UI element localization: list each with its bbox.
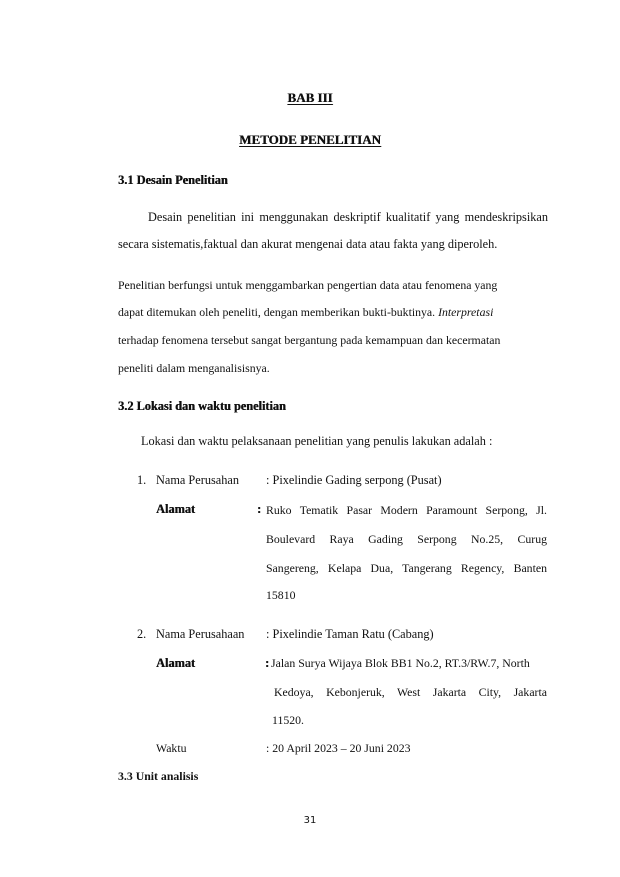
section-3-1-heading: 3.1 Desain Penelitian <box>118 173 228 187</box>
list-item-2-address-line-1: Jalan Surya Wijaya Blok BB1 No.2, RT.3/RW.7, North <box>271 656 530 670</box>
time-value: : 20 April 2023 – 20 Juni 2023 <box>266 741 411 755</box>
list-item-2-address-line-2: Kedoya, Kebonjeruk, West Jakarta City, Jakarta <box>274 685 547 699</box>
list-item-1-address-line-3: Sangereng, Kelapa Dua, Tangerang Regency, Banten <box>266 561 547 575</box>
list-item-1-address-colon: : <box>257 502 262 516</box>
section-3-1-para2-line3: terhadap fenomena tersebut sangat bergantung pada kemampuan dan kecermatan <box>118 333 501 347</box>
list-item-1-value: : Pixelindie Gading serpong (Pusat) <box>266 473 442 487</box>
section-3-1-para2-line1: Penelitian berfungsi untuk menggambarkan pengertian data atau fenomena yang <box>118 278 498 292</box>
section-3-2-intro: Lokasi dan waktu pelaksanaan penelitian yang penulis lakukan adalah : <box>141 434 493 448</box>
list-item-2-address-line-3: 11520. <box>272 713 305 727</box>
section-3-1-para1-line2: secara sistematis,faktual dan akurat mengenai data atau fakta yang diperoleh. <box>118 237 498 251</box>
list-item-2-address-label: Alamat <box>156 656 195 670</box>
section-3-2-heading: 3.2 Lokasi dan waktu penelitian <box>118 399 286 413</box>
section-3-3-heading: 3.3 Unit analisis <box>118 769 199 783</box>
section-3-1-para2-line4: peneliti dalam menganalisisnya. <box>118 361 270 375</box>
section-3-1-para2-line2 <box>118 305 493 320</box>
list-item-1-address-label: Alamat <box>156 502 195 516</box>
list-item-1-number: 1. <box>137 473 147 487</box>
list-item-1-address-line-1: Ruko Tematik Pasar Modern Paramount Serpong, Jl. <box>266 503 547 517</box>
chapter-number: BAB III <box>287 90 333 105</box>
list-item-1-address-line-4: 15810 <box>266 588 296 602</box>
para2-line2-italic: Interpretasi <box>438 305 494 319</box>
time-label: Waktu <box>156 741 187 755</box>
para2-line2-text: dapat ditemukan oleh peneliti, dengan memberikan bukti-buktinya. <box>118 305 439 319</box>
list-item-2-address-colon: : <box>265 656 270 670</box>
page-number: 31 <box>303 815 317 826</box>
chapter-title: METODE PENELITIAN <box>239 132 381 147</box>
list-item-1-address-line-2: Boulevard Raya Gading Serpong No.25, Curug <box>266 532 547 546</box>
list-item-2-value: : Pixelindie Taman Ratu (Cabang) <box>266 627 434 641</box>
list-item-2-label: Nama Perusahaan <box>156 627 245 641</box>
list-item-2-number: 2. <box>137 627 147 641</box>
list-item-1-label: Nama Perusahan <box>156 473 239 487</box>
section-3-1-para1-line1: Desain penelitian ini menggunakan deskriptif kualitatif yang mendeskripsikan <box>148 210 548 224</box>
